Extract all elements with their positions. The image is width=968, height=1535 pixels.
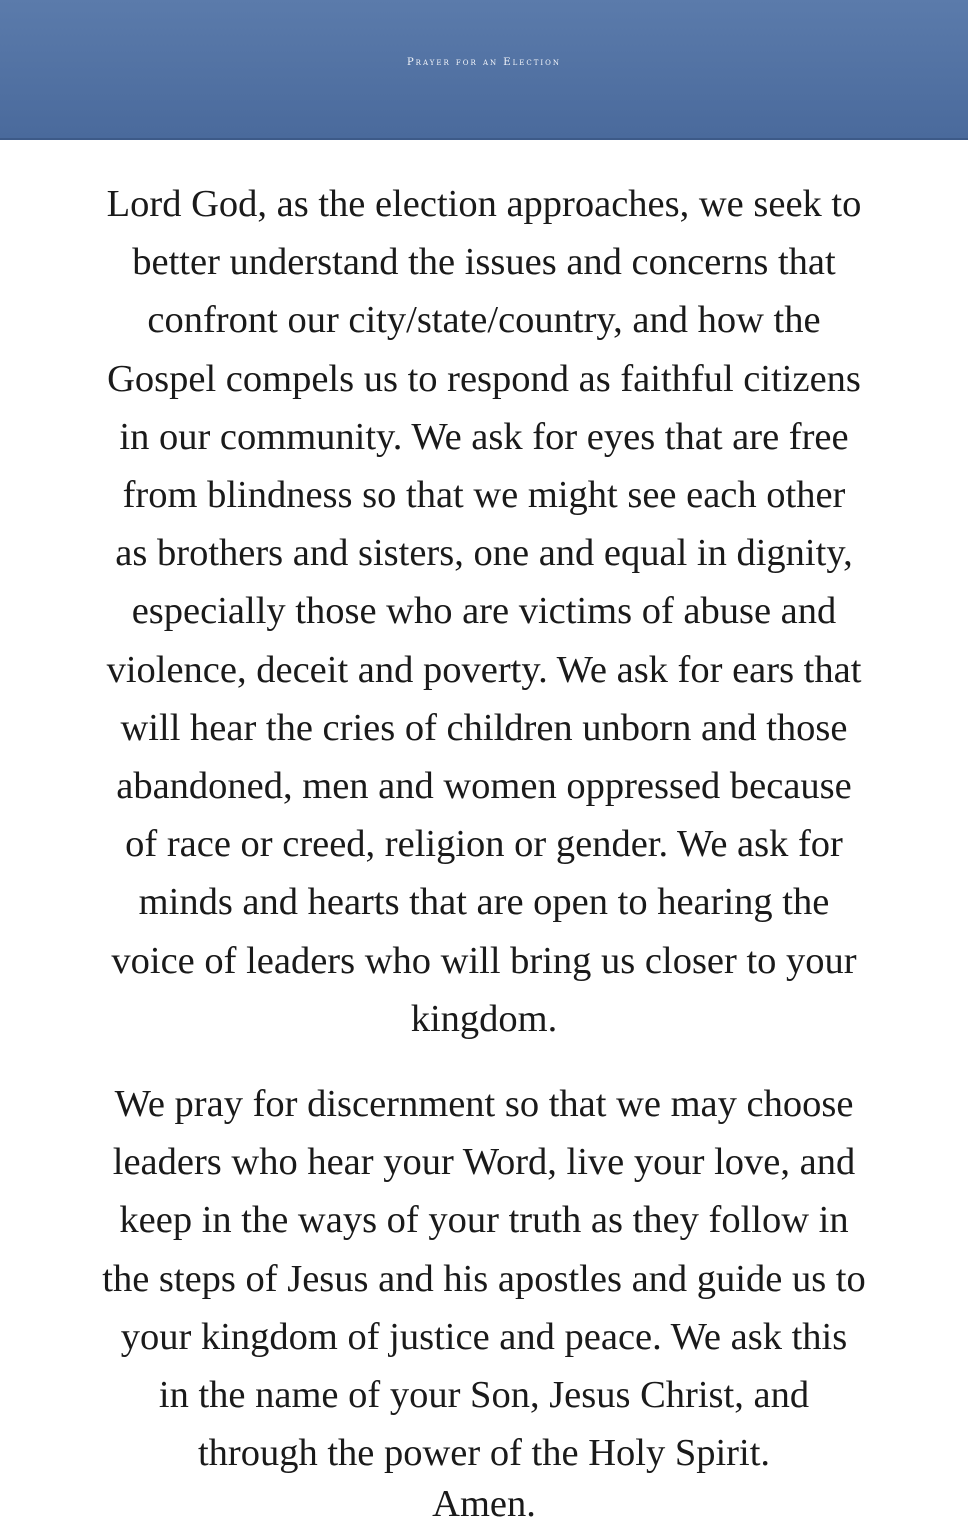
text-line: will hear the cries of children unborn and those (120, 706, 848, 749)
text-line: leaders who hear your Word, live your love, and (112, 1141, 856, 1184)
text-line: as brothers and sisters, one and equal in dignity, (115, 532, 853, 575)
text-line: kingdom. (410, 997, 558, 1040)
closing-amen: Amen. (432, 1483, 536, 1525)
text-line: abandoned, men and women oppressed because (116, 765, 852, 808)
text-line: especially those who are victims of abuse and (131, 590, 837, 633)
text-line: confront our city/state/country, and how the (147, 299, 821, 342)
text-line: of race or creed, religion or gender. We ask for (125, 823, 843, 866)
text-line: keep in the ways of your truth as they follow in (119, 1199, 849, 1242)
text-line: from blindness so that we might see each other (122, 474, 846, 517)
text-line: violence, deceit and poverty. We ask for ears that (106, 648, 862, 691)
text-line: Gospel compels us to respond as faithful citizens (107, 357, 861, 400)
text-line: in our community. We ask for eyes that are free (119, 415, 849, 458)
text-line: your kingdom of justice and peace. We ask this (120, 1315, 848, 1358)
text-line: voice of leaders who will bring us closer to your (111, 939, 857, 982)
page-title: Prayer for an Election (406, 57, 562, 68)
text-line: the steps of Jesus and his apostles and guide us to (102, 1257, 866, 1300)
text-line: in the name of your Son, Jesus Christ, and (158, 1374, 810, 1417)
text-line: Lord God, as the election approaches, we seek to (106, 183, 862, 225)
prayer-paragraph-1 (30, 175, 938, 1048)
text-line: minds and hearts that are open to hearing the (138, 881, 830, 924)
text-line: better understand the issues and concerns that (132, 241, 836, 284)
text-line: through the power of the Holy Spirit. (197, 1432, 771, 1475)
title-banner (0, 0, 968, 140)
prayer-paragraph-2 (30, 1075, 938, 1482)
text-line: We pray for discernment so that we may choose (114, 1083, 854, 1125)
